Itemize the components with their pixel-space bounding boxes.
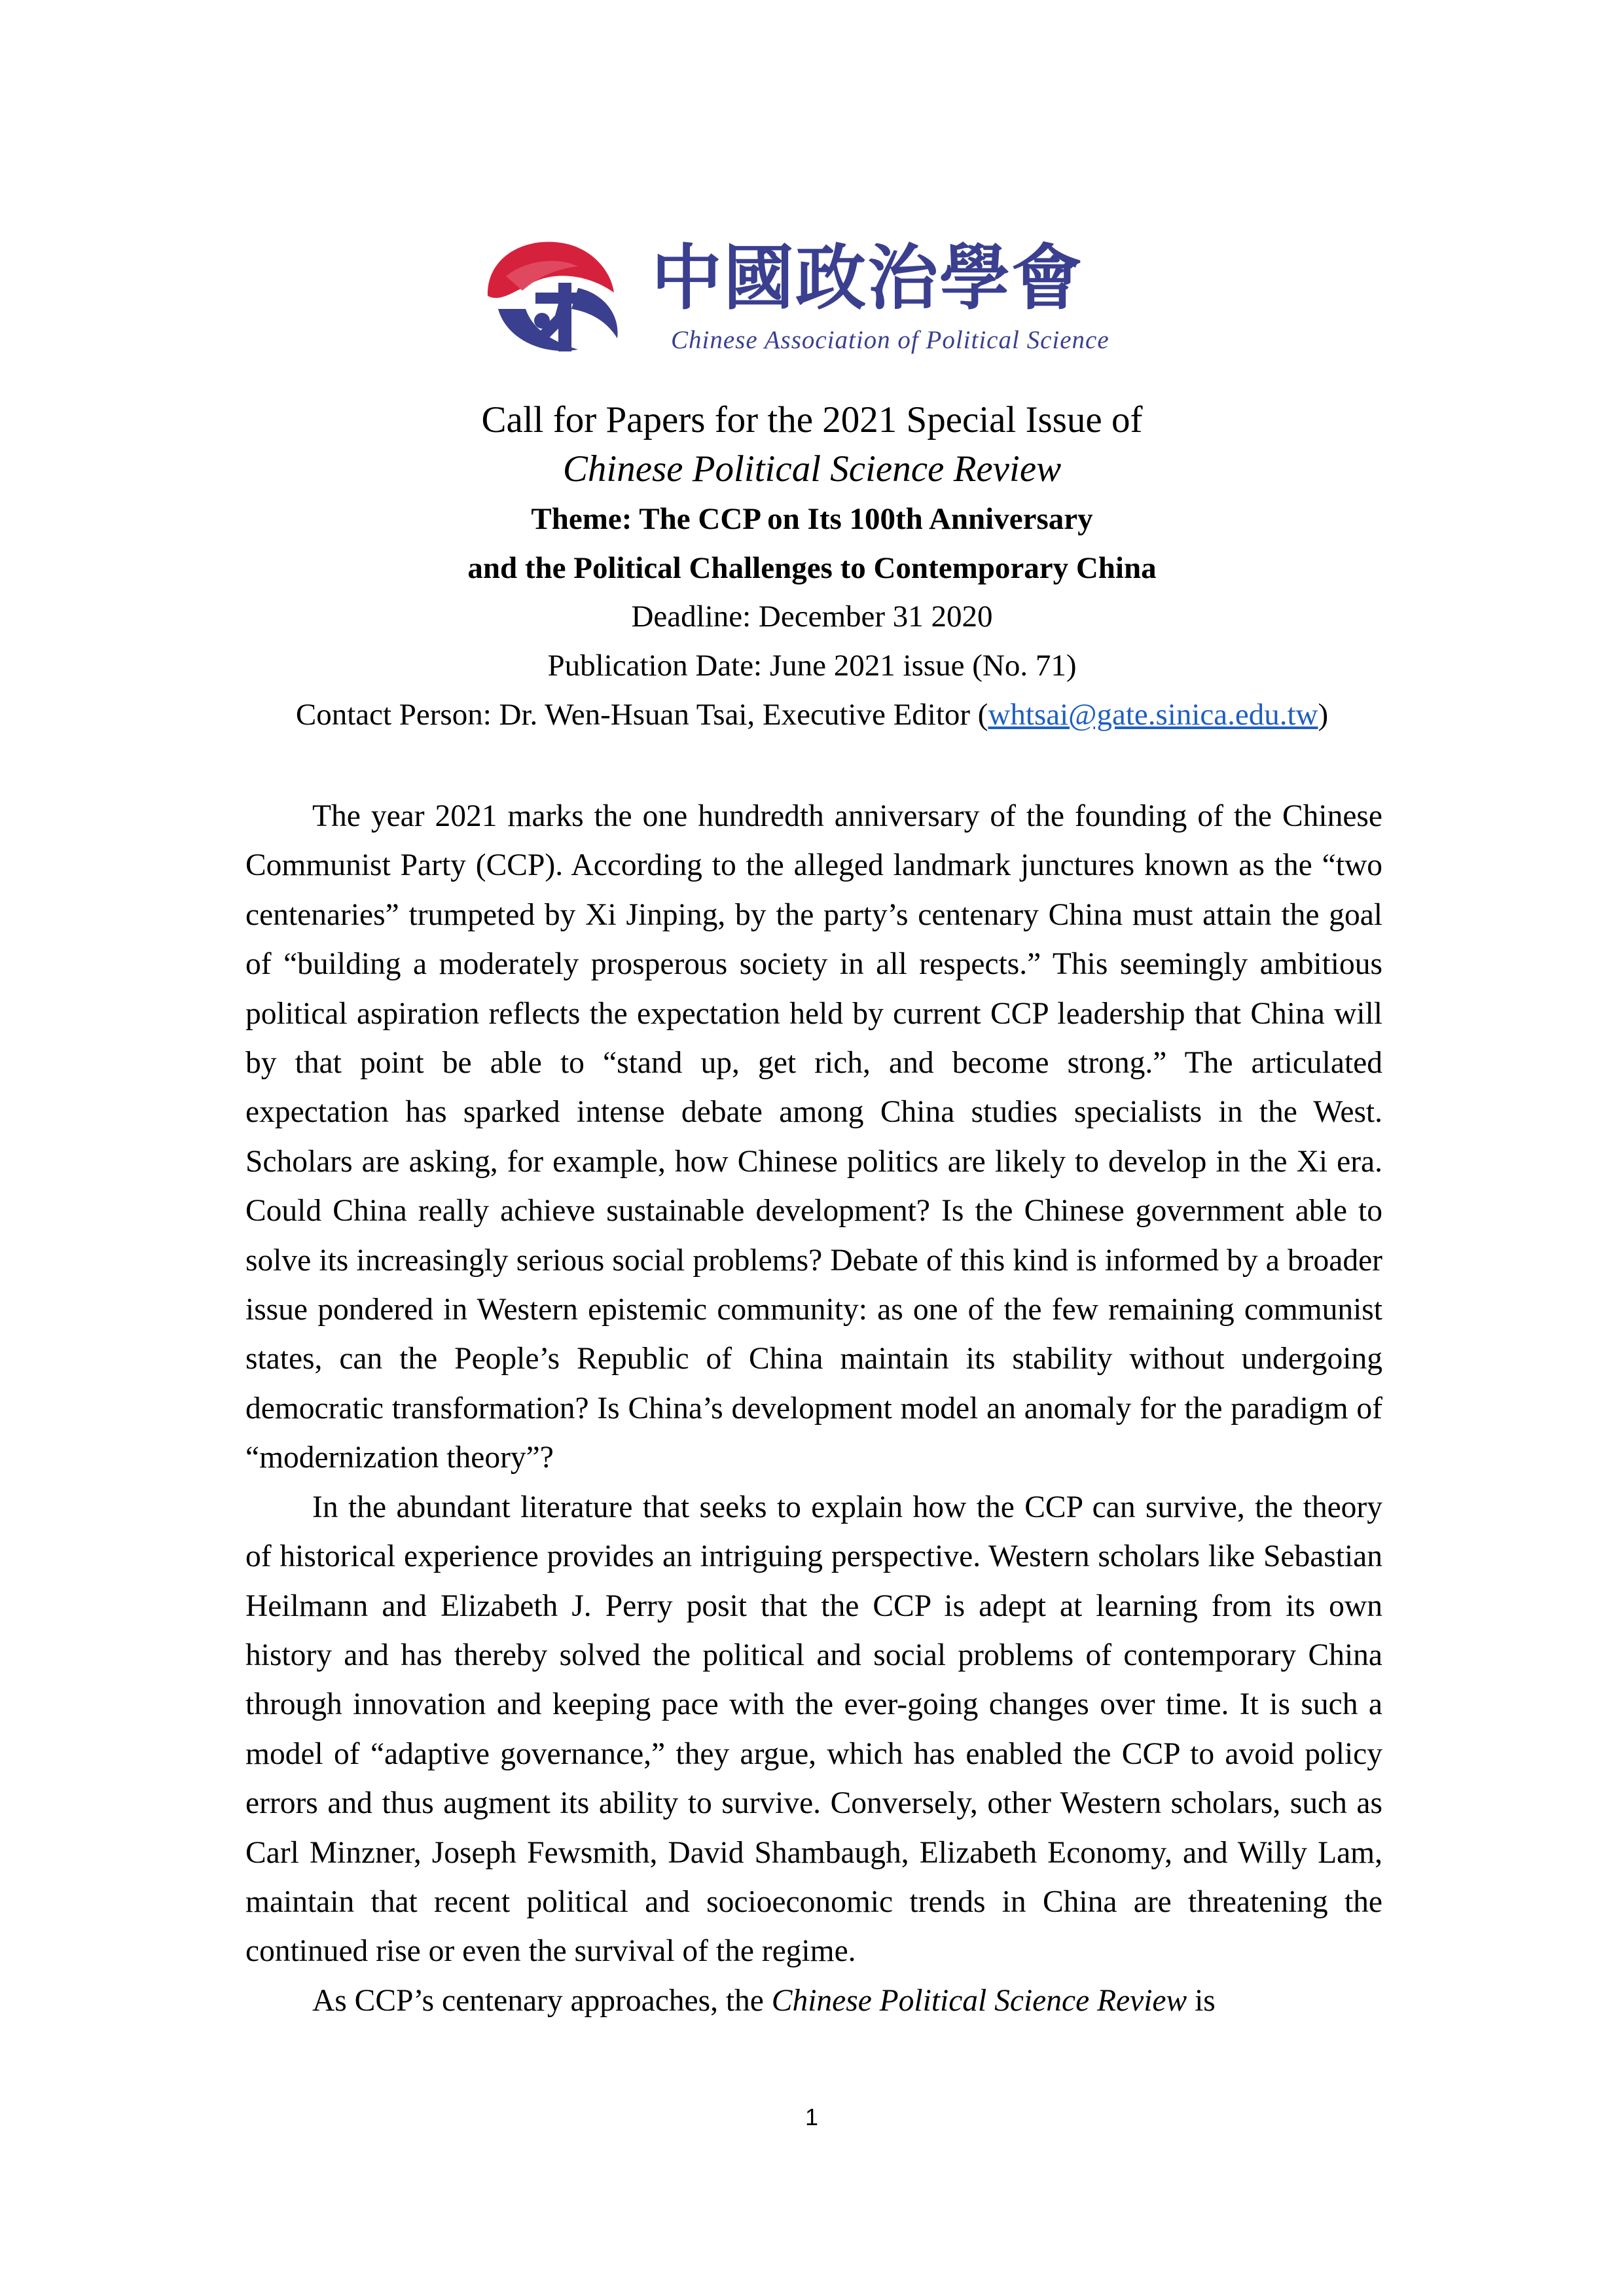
- association-logo: [480, 230, 1155, 359]
- call-for-papers-title: Call for Papers for the 2021 Special Issue of: [481, 399, 1143, 440]
- logo-english-name: Chinese Association of Political Science: [671, 326, 1110, 354]
- contact-email-link[interactable]: whtsai@gate.sinica.edu.tw: [988, 698, 1318, 732]
- paragraph-3-start: As CCP’s centenary approaches, the: [312, 1983, 764, 2018]
- theme-line-2: and the Political Challenges to Contemporary China: [467, 551, 1157, 585]
- paragraph-2: In the abundant literature that seeks to explain how the CCP can survive, the theory of historical experience provides an intriguing perspective. Western scholars like Sebastian Heilmann and Elizabeth J. Perry posit that the CCP is adept at learning from its own history and has thereby solved the political and social problems of contemporary China through innovation and keeping pace with the ever-going changes over time. It is such a model of “adaptive governance,” they argue, which has enabled the CCP to avoid policy errors and thus augment its ability to survive. Conversely, other Western scholars, such as Carl Minzner, Joseph Fewsmith, David Shambaugh, Elizabeth Economy, and Willy Lam, maintain that recent political and socioeconomic trends in China are threatening the continued rise or even the survival of the regime.: [245, 1490, 1382, 1969]
- paragraph-1: The year 2021 marks the one hundredth anniversary of the founding of the Chinese Communist Party (CCP). According to the alleged landmark junctures known as the “two centenaries” trumpeted by Xi Jinping, by the party’s centenary China must attain the goal of “building a moderately prosperous society in all respects.” This seemingly ambitious political aspiration reflects the expectation held by current CCP leadership that China will by that point be able to “stand up, get rich, and become strong.” The articulated expectation has sparked intense debate among China studies specialists in the West. Scholars are asking, for example, how Chinese politics are likely to develop in the Xi era. Could China really achieve sustainable development? Is the Chinese government able to solve its increasingly serious social problems? Debate of this kind is informed by a broader issue pondered in Western epistemic community: as one of the few remaining communist states, can the People’s Republic of China maintain its stability without undergoing democratic transformation? Is China’s development model an anomaly for the paradigm of “modernization theory”?: [245, 799, 1382, 1475]
- paragraph-3-journal: Chinese Political Science Review: [771, 1983, 1187, 2018]
- journal-name: Chinese Political Science Review: [562, 448, 1062, 490]
- publication-date: Publication Date: June 2021 issue (No. 71): [547, 649, 1077, 683]
- contact-suffix: ): [1318, 698, 1329, 732]
- page-number: 1: [804, 2104, 819, 2130]
- logo-chinese-name: 中國政治學會: [651, 237, 1084, 319]
- body-text: [245, 792, 1382, 2026]
- paragraph-3: [245, 1977, 1382, 2026]
- logo-emblem-icon: [480, 230, 632, 359]
- deadline: Deadline: December 31 2020: [631, 600, 993, 634]
- paragraph-3-end: is: [1195, 1983, 1216, 2018]
- contact-prefix: Contact Person: Dr. Wen-Hsuan Tsai, Executive Editor (: [295, 698, 988, 732]
- theme-line-1: Theme: The CCP on Its 100th Anniversary: [531, 502, 1093, 536]
- contact-person: [196, 691, 1428, 738]
